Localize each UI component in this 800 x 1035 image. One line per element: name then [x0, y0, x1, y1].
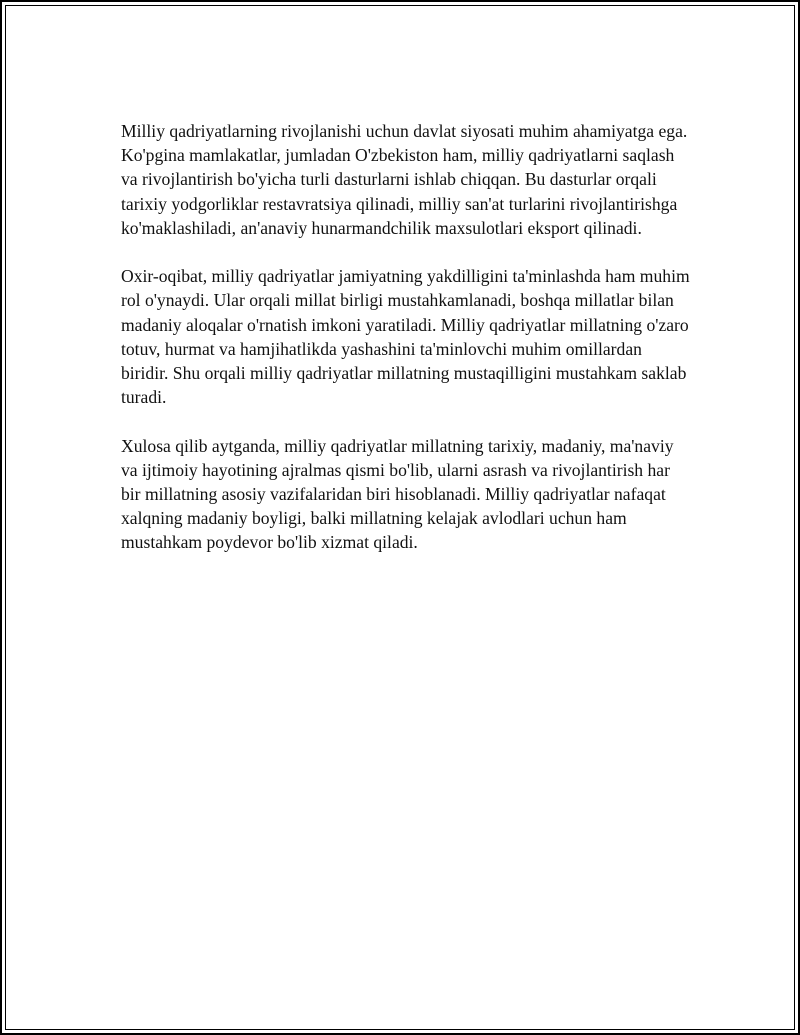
paragraph-3: Xulosa qilib aytganda, milliy qadriyatlar millatning tarixiy, madaniy, ma'naviy va ijtimoiy hayotining ajralmas qismi bo'lib, ularni asrash va rivojlantirish har bir millatning asosiy vazifalaridan biri hisoblanadi. Milliy qadriyatlar nafaqat xalqning madaniy boyligi, balki millatning kelajak avlodlari uchun ham mustahkam poydevor bo'lib xizmat qiladi. — [121, 435, 674, 553]
paragraph-2: Oxir-oqibat, milliy qadriyatlar jamiyatning yakdilligini ta'minlashda ham muhim rol o'ynaydi. Ular orqali millat birligi mustahkamlanadi, boshqa millatlar bilan madaniy aloqalar o'rnatish imkoni yaratiladi. Milliy qadriyatlar millatning o'zaro totuv, hurmat va hamjihatlikda yashashini ta'minlovchi muhim omillardan biridir. Shu orqali milliy qadriyatlar millatning mustaqilligini mustahkam saklab turadi. — [121, 266, 690, 408]
document-body — [121, 119, 691, 579]
paragraph-1: Milliy qadriyatlarning rivojlanishi uchun davlat siyosati muhim ahamiyatga ega. Ko'pgina mamlakatlar, jumladan O'zbekiston ham, milliy qadriyatlarni saqlash va rivojlantirish bo'yicha turli dasturlarni ishlab chiqqan. Bu dasturlar orqali tarixiy yodgorliklar restavratsiya qilinadi, milliy san'at turlarini rivojlantirishga ko'maklashiladi, an'anaviy hunarmandchilik maxsulotlari eksport qilinadi. — [121, 121, 688, 238]
